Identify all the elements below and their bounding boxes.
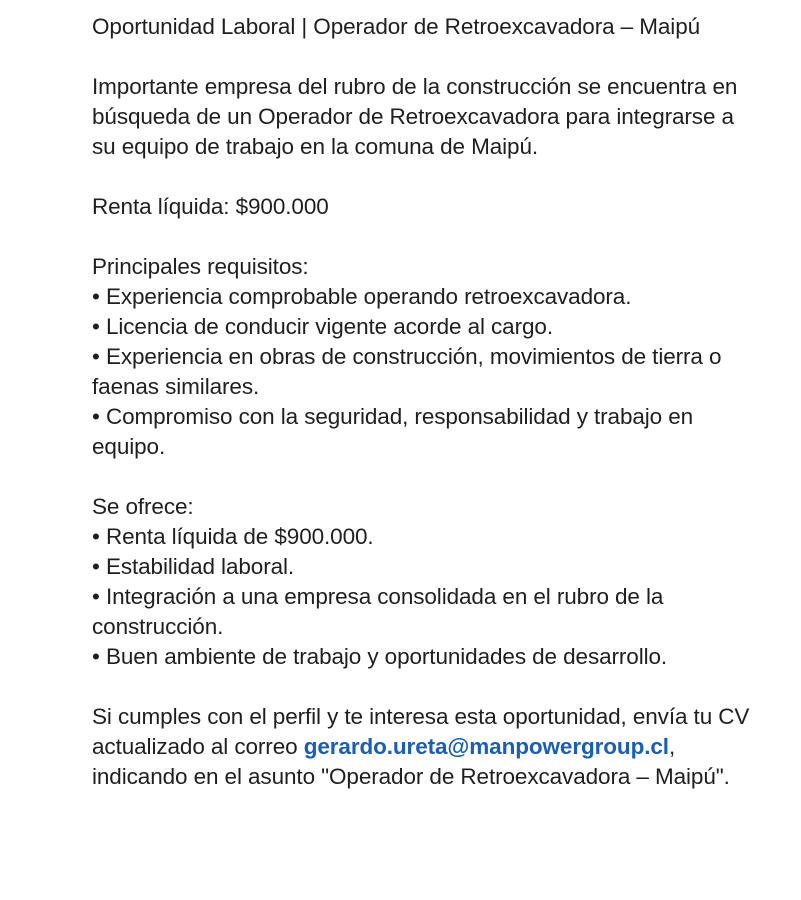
requirements-list xyxy=(92,282,752,462)
list-item xyxy=(92,312,752,342)
requirements-heading: Principales requisitos: xyxy=(92,254,309,279)
list-item xyxy=(92,582,752,642)
list-item-text: Compromiso con la seguridad, responsabilidad y trabajo en equipo. xyxy=(92,404,694,459)
list-item xyxy=(92,522,752,552)
list-item-text: Renta líquida de $900.000. xyxy=(105,524,374,549)
list-item-text: Experiencia en obras de construcción, movimientos de tierra o faenas similares. xyxy=(92,344,722,399)
list-item-text: Licencia de conducir vigente acorde al cargo. xyxy=(105,314,553,339)
bullet-icon: • xyxy=(92,584,100,609)
list-item-text: Integración a una empresa consolidada en el rubro de la construcción. xyxy=(92,584,664,639)
salary-line: Renta líquida: $900.000 xyxy=(92,194,329,219)
list-item xyxy=(92,402,752,462)
closing-paragraph xyxy=(92,702,752,792)
bullet-icon: • xyxy=(92,284,100,309)
list-item-text: Estabilidad laboral. xyxy=(105,554,295,579)
bullet-icon: • xyxy=(92,344,100,369)
closing-text: Si cumples con el perfil y te interesa esta oportunidad, envía tu CV actualizado al correo xyxy=(92,704,750,759)
bullet-icon: • xyxy=(92,314,100,339)
offer-list xyxy=(92,522,752,672)
list-item xyxy=(92,642,752,672)
post-intro: Importante empresa del rubro de la construcción se encuentra en búsqueda de un Operador de Retroexcavadora para integrarse a su equipo de trabajo en la comuna de Maipú. xyxy=(92,74,738,159)
list-item xyxy=(92,282,752,312)
closing-after-email: , indicando en el asunto xyxy=(92,734,676,789)
bullet-icon: • xyxy=(92,524,100,549)
list-item xyxy=(92,342,752,402)
post-title: Oportunidad Laboral | Operador de Retroexcavadora – Maipú xyxy=(92,14,701,39)
bullet-icon: • xyxy=(92,644,100,669)
list-item-text: Buen ambiente de trabajo y oportunidades de desarrollo. xyxy=(105,644,668,669)
offer-heading: Se ofrece: xyxy=(92,494,194,519)
bullet-icon: • xyxy=(92,404,100,429)
email-link[interactable]: gerardo.ureta@manpowergroup.cl xyxy=(303,734,669,759)
subject-line: "Operador de Retroexcavadora – Maipú". xyxy=(321,764,730,789)
bullet-icon: • xyxy=(92,554,100,579)
list-item xyxy=(92,552,752,582)
job-post xyxy=(92,12,752,792)
list-item-text: Experiencia comprobable operando retroexcavadora. xyxy=(105,284,632,309)
